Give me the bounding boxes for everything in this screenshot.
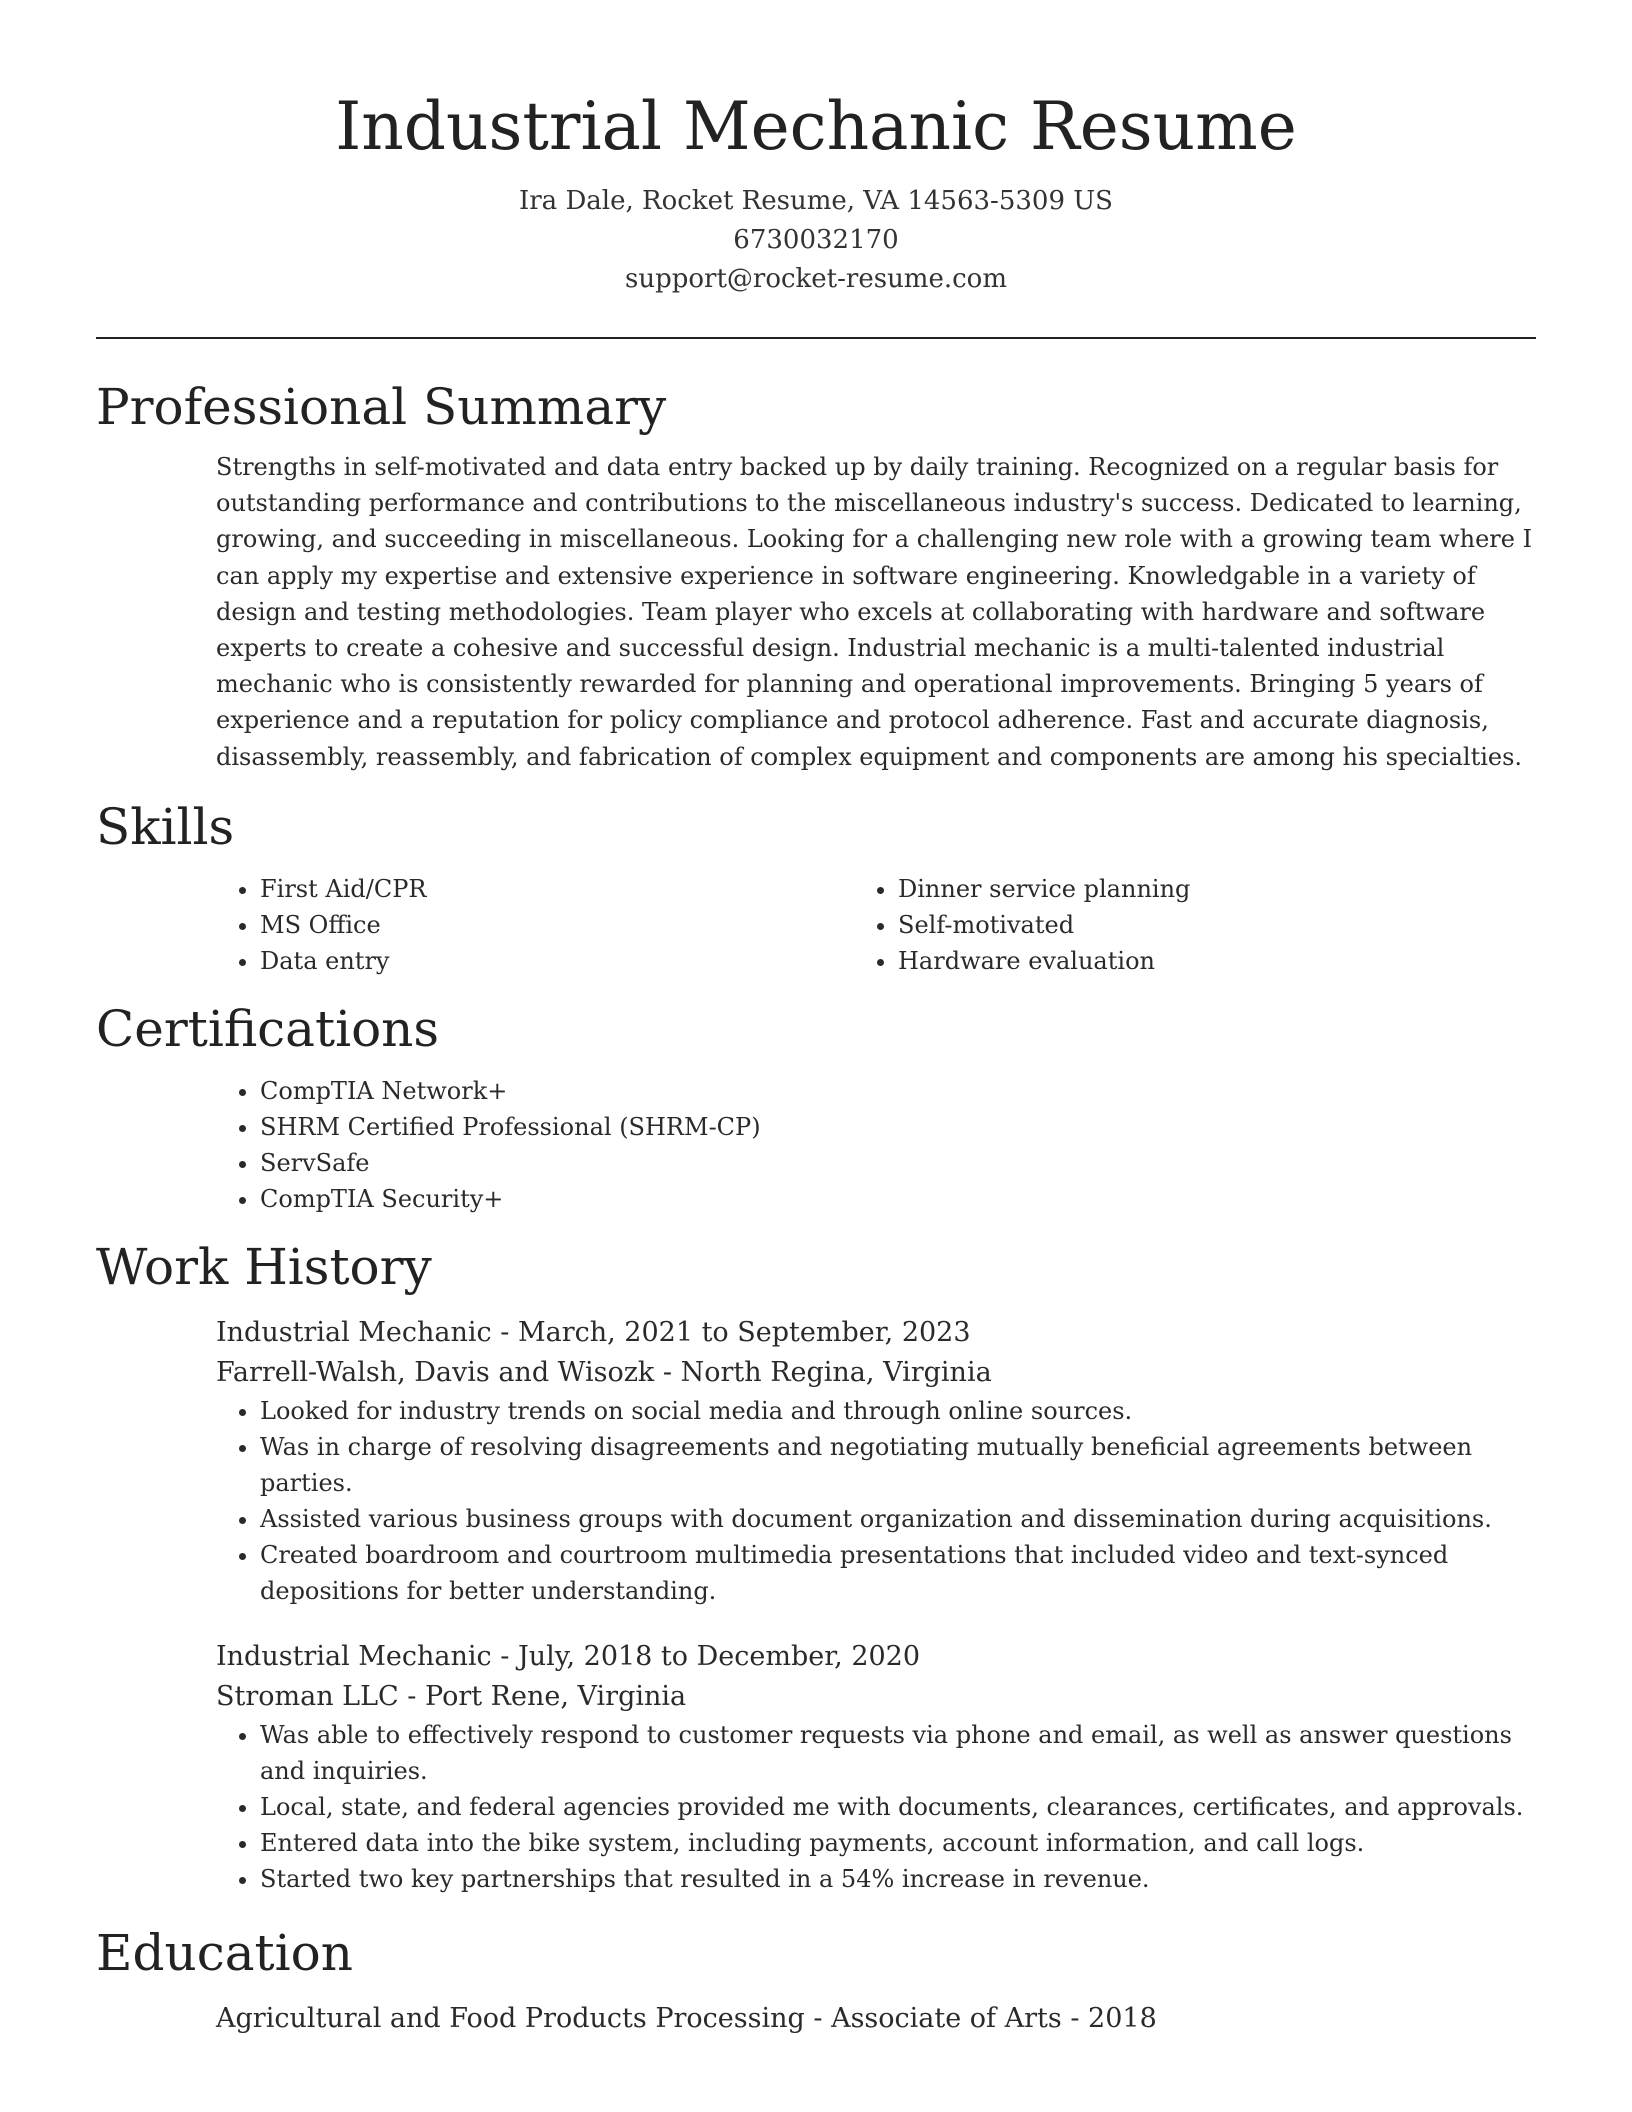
job-entry [96, 1637, 1536, 1897]
list-item: • Was able to effectively respond to customer requests via phone and email, as well as answer questions and inquiries. [260, 1717, 1536, 1789]
list-item: • Entered data into the bike system, including payments, account information, and call logs. [260, 1825, 1536, 1861]
job-duties-list [96, 1393, 1536, 1609]
certifications-heading: Certifications [96, 999, 440, 1058]
list-item: • Local, state, and federal agencies provided me with documents, clearances, certificates, and approvals. [260, 1789, 1536, 1825]
education-section [96, 1921, 1536, 2039]
list-item: • CompTIA Network+ [260, 1073, 1536, 1109]
list-item: • Dinner service planning [898, 871, 1536, 907]
list-item: • Created boardroom and courtroom multimedia presentations that included video and text-synced depositions for better understanding. [260, 1537, 1536, 1609]
summary-text: Strengths in self-motivated and data entry backed up by daily training. Recognized on a regular basis for outstanding performance and contributions to the miscellaneous industry's success. Dedicated to learning, growing, and succeeding in miscellaneous. Looking for a challenging new role with a growing team where I can apply my expertise and extensive experience in software engineering. Knowledgable in a variety of design and testing methodologies. Team player who excels at collaborating with hardware and software experts to create a cohesive and successful design. Industrial mechanic is a multi-talented industrial mechanic who is consistently rewarded for planning and operational improvements. Bringing 5 years of experience and a reputation for policy compliance and protocol adherence. Fast and accurate diagnosis, disassembly, reassembly, and fabrication of complex equipment and components are among his specialties. [216, 453, 1533, 771]
job-title-line [216, 1313, 1536, 1353]
page-title: Industrial Mechanic Resume [335, 88, 1297, 165]
work-history-heading: Work History [96, 1237, 432, 1296]
resume-page [96, 0, 1536, 2039]
job-duties-list [96, 1717, 1536, 1897]
skills-list-left [96, 871, 898, 979]
contact-phone: 6730032170 [733, 225, 899, 255]
certifications-section [96, 997, 1536, 1217]
list-item: • SHRM Certified Professional (SHRM-CP) [260, 1109, 1536, 1145]
work-history-section [96, 1235, 1536, 1897]
job-company: Stroman LLC [216, 1680, 399, 1712]
summary-heading: Professional Summary [96, 378, 667, 436]
list-item: • ServSafe [260, 1145, 1536, 1181]
job-company-line [216, 1353, 1536, 1393]
list-item: • Was in charge of resolving disagreements and negotiating mutually beneficial agreements between parties. [260, 1429, 1536, 1501]
list-item: • Data entry [260, 943, 898, 979]
job-location: - North Regina, Virginia [654, 1356, 992, 1388]
skills-heading: Skills [96, 797, 235, 856]
job-company-line [216, 1677, 1536, 1717]
list-item: • MS Office [260, 907, 898, 943]
resume-header [96, 0, 1536, 299]
contact-email[interactable]: support@rocket-resume.com [624, 264, 1007, 294]
job-location: - Port Rene, Virginia [398, 1680, 687, 1712]
skills-section [96, 795, 1536, 979]
list-item: • Started two key partnerships that resulted in a 54% increase in revenue. [260, 1861, 1536, 1897]
education-heading: Education [96, 1923, 353, 1982]
job-company: Farrell-Walsh, Davis and Wisozk [216, 1356, 655, 1388]
list-item: • Hardware evaluation [898, 943, 1536, 979]
education-entry [96, 1999, 1536, 2039]
list-item: • Assisted various business groups with document organization and dissemination during acquisitions. [260, 1501, 1536, 1537]
list-item: • First Aid/CPR [260, 871, 898, 907]
summary-section [96, 375, 1536, 775]
header-divider [96, 337, 1536, 339]
contact-info [96, 182, 1536, 299]
list-item: • Looked for industry trends on social media and through online sources. [260, 1393, 1536, 1429]
list-item: • Self-motivated [898, 907, 1536, 943]
list-item: • CompTIA Security+ [260, 1181, 1536, 1217]
job-dates: - July, 2018 to December, 2020 [491, 1640, 921, 1672]
skills-list-right [898, 871, 1536, 979]
job-title: Industrial Mechanic [216, 1640, 492, 1672]
job-title-line [216, 1637, 1536, 1677]
certifications-list [96, 1073, 1536, 1217]
education-line: Agricultural and Food Products Processing - Associate of Arts - 2018 [216, 2002, 1157, 2034]
job-entry [96, 1313, 1536, 1609]
contact-address: Ira Dale, Rocket Resume, VA 14563-5309 US [518, 186, 1113, 216]
job-title: Industrial Mechanic [216, 1316, 492, 1348]
skills-columns [96, 871, 1536, 979]
job-dates: - March, 2021 to September, 2023 [491, 1316, 971, 1348]
